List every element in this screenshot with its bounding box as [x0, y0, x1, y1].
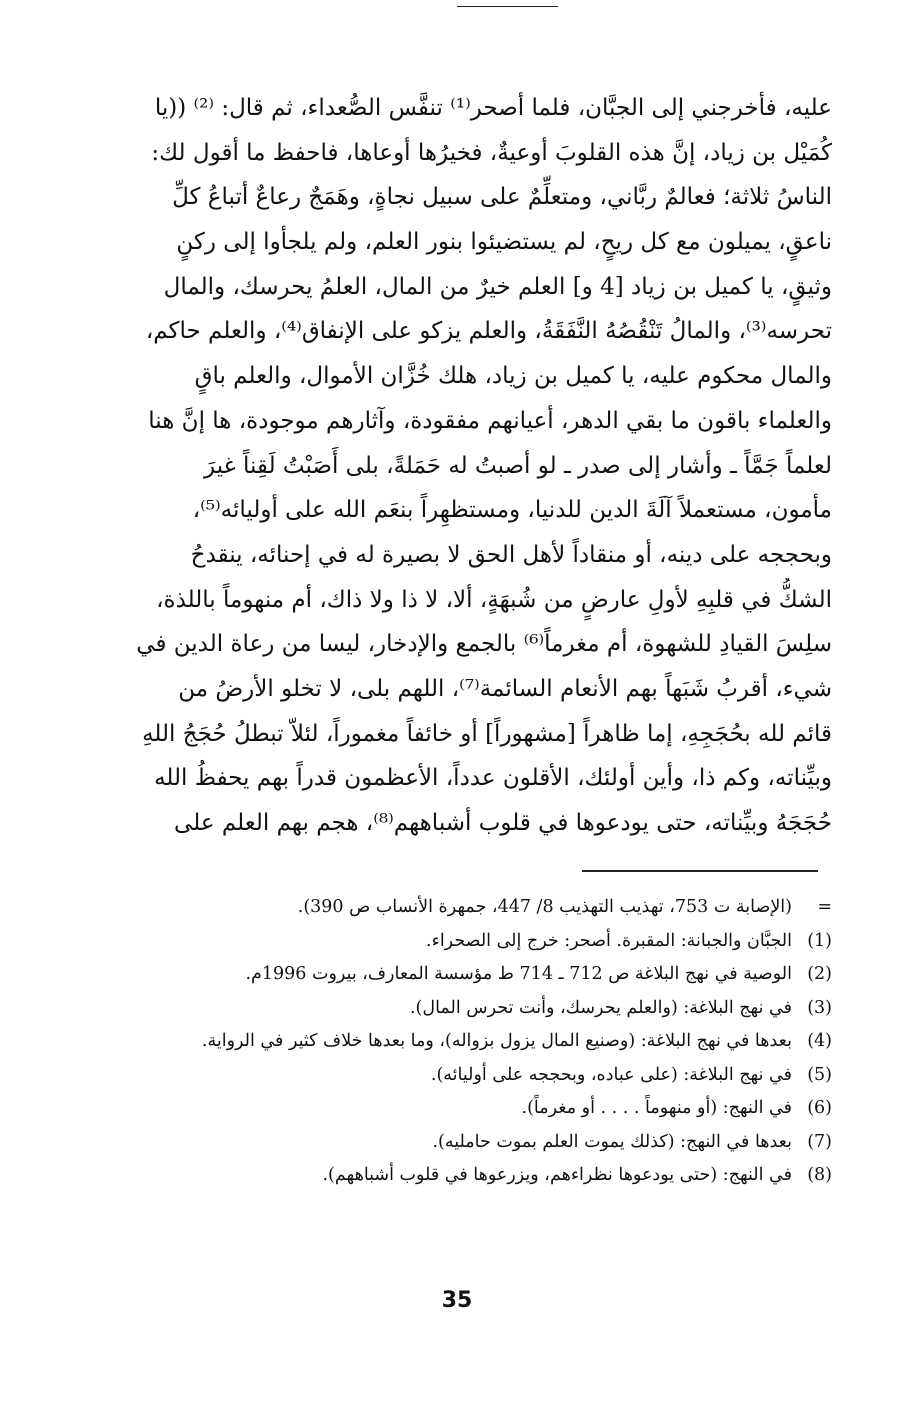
footnote-separator: [582, 870, 818, 872]
footnote-number: (5): [807, 1064, 832, 1085]
footnote-number: (3): [807, 997, 832, 1018]
body-line: وبحججه على دينه، أو منقاداً لأهل الحق لا بصيرة له في إحنائه، ينقدحُ: [190, 541, 832, 568]
footnote: [80, 1161, 832, 1190]
footnote: [80, 927, 832, 956]
footnote: [80, 960, 832, 989]
body-line: ناعقٍ، يميلون مع كل ريحٍ، لم يستضيئوا بنور العلم، ولم يلجأوا إلى ركنٍ: [176, 229, 832, 256]
body-line: كُمَيْل بن زياد، إنَّ هذه القلوبَ أوعيةٌ، فخيرُها أوعاها، فاحفظ ما أقول لك:: [151, 139, 832, 166]
body-line: الناسُ ثلاثة؛ فعالمٌ ربَّاني، ومتعلِّمٌ على سبيل نجاةٍ، وهَمَجٌ رعاعٌ أتباعُ كلِّ: [172, 184, 832, 211]
footnote-text: (الإصابة ت 753، تهذيب التهذيب 8/ 447، جمهرة الأنساب ص 390).: [297, 897, 792, 917]
footnote-text: الجبَّان والجبانة: المقبرة. أصحر: خرج إلى الصحراء.: [426, 930, 792, 951]
footnote: [80, 1094, 832, 1123]
body-line: لعلماً جَمَّاً ـ وأشار إلى صدر ـ لو أصبتُ له حَمَلةً، بلى أَصَبْتُ لَقِناً غيرَ: [204, 452, 832, 479]
body-line: والمال محكوم عليه، يا كميل بن زياد، هلك خُزَّان الأموال، والعلم باقٍ: [194, 363, 832, 390]
footnote-text: في النهج: (حتى يودعوها نظراءهم، ويزرعوها في قلوب أشباههم).: [322, 1165, 792, 1185]
footnote-number: (7): [807, 1131, 832, 1152]
footnote-text: بعدها في نهج البلاغة: (وصنيع المال يزول بزواله)، وما بعدها خلاف كثير في الرواية.: [201, 1031, 792, 1051]
main-text: [80, 86, 832, 846]
body-line: حُجَجَهُ وبيِّناته، حتى يودعوها في قلوب أشباههم⁽⁸⁾، هجم بهم العلم على: [174, 810, 832, 836]
footnote-text: في النهج: (أو منهوماً . . . . أو مغرماً).: [521, 1098, 792, 1118]
footnote-text: في نهج البلاغة: (على عباده، وبحججه على أوليائه).: [430, 1064, 792, 1085]
body-line: سلِسَ القيادِ للشهوة، أم مغرماً⁽⁶⁾ بالجمع والإدخار، ليسا من رعاة الدين في: [136, 631, 832, 658]
footnote-text: الوصية في نهج البلاغة ص 712 ـ 714 ط مؤسسة المعارف، بيروت 1996م.: [245, 964, 792, 984]
footnote-text: في نهج البلاغة: (والعلم يحرسك، وأنت تحرس المال).: [409, 997, 792, 1018]
footnote-number: =: [817, 897, 832, 917]
footnote-number: (1): [807, 930, 832, 951]
body-line: عليه، فأخرجني إلى الجبَّان، فلما أصحر⁽¹⁾ تنفَّس الصُّعداء، ثم قال: ⁽²⁾ ((يا: [154, 95, 832, 121]
footnotes: [80, 893, 832, 1195]
footnote: [80, 893, 832, 922]
footnote: [80, 1027, 832, 1056]
footnote-number: (6): [807, 1098, 832, 1118]
body-line: تحرسه⁽³⁾، والمالُ تَنْقُصُهُ النَّفَقَةُ، والعلم يزكو على الإنفاق⁽⁴⁾، والعلم حاكم،: [145, 318, 832, 345]
page-number: 35: [441, 1288, 473, 1313]
body-line: الشكُّ في قلبِهِ لأولِ عارضٍ من شُبهَةٍ، ألا، لا ذا ولا ذاك، أم منهوماً باللذة،: [156, 586, 832, 613]
top-rule: [457, 6, 558, 7]
body-line: والعلماء باقون ما بقي الدهر، أعيانهم مفقودة، وآثارهم موجودة، ها إنَّ هنا: [148, 407, 832, 434]
footnote-number: (4): [807, 1031, 832, 1051]
footnote: [80, 994, 832, 1023]
footnote-number: (8): [807, 1165, 832, 1185]
footnote-number: (2): [807, 964, 832, 984]
footnote: [80, 1128, 832, 1157]
body-line: قائم لله بحُجَجِهِ، إما ظاهراً [مشهوراً] أو خائفاً مغموراً، لئلاّ تبطلُ حُجَجُ اللهِ: [142, 720, 832, 747]
body-line: وبيِّناته، وكم ذا، وأين أولئك، الأقلون عدداً، الأعظمون قدراً بهم يحفظُ الله: [154, 765, 832, 792]
body-line: وثيقٍ، يا كميل بن زياد [4 و] العلم خيرٌ من المال، العلمُ يحرسك، والمال: [163, 273, 832, 300]
body-line: مأمون، مستعملاً آلَةَ الدين للدنيا، ومستظهِراً بنعَم الله على أوليائه⁽⁵⁾،: [192, 497, 832, 524]
footnote-text: بعدها في النهج: (كذلك يموت العلم بموت حامليه).: [432, 1131, 792, 1152]
footnote: [80, 1061, 832, 1090]
body-line: شيء، أقربُ شَبَهاً بهم الأنعام السائمة⁽⁷⁾، اللهم بلى، لا تخلو الأرضُ من: [178, 675, 832, 702]
